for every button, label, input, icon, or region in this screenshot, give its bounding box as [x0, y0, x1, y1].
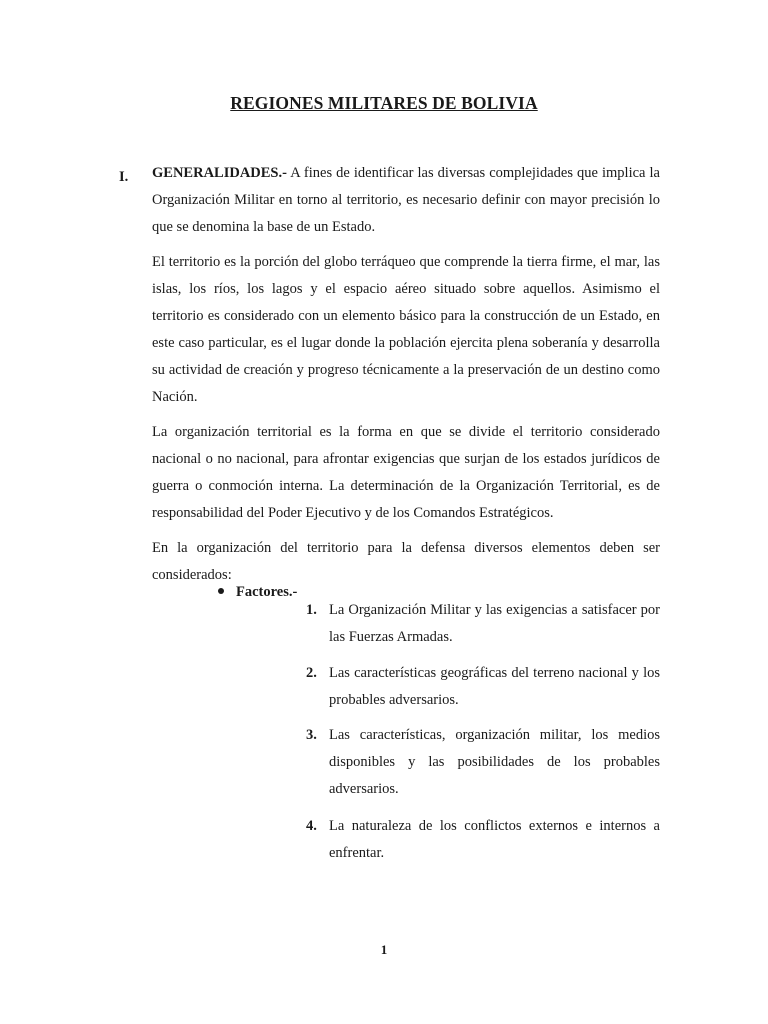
factor-item — [306, 722, 660, 803]
paragraph-territorio: El territorio es la porción del globo terráqueo que comprende la tierra firme, el mar, las islas, los ríos, los lagos y el espacio aéreo situado sobre aquellos. Asimismo el territorio es considerado con un elemento básico para la construcción de un Estado, en este caso particular, es el lugar donde la población ejercita plena soberanía y desarrolla su actividad de creación y progreso técnicamente a la preservación de un destino como Nación. — [152, 254, 660, 405]
factor-item — [306, 813, 660, 867]
paragraph-organizacion-territorial: La organización territorial es la forma en que se divide el territorio considerado nacional o no nacional, para afrontar exigencias que surjan de los estados jurídicos de guerra o conmoción interna. La determinación de la Organización Territorial, es de responsabilidad del Poder Ejecutivo y de los Comandos Estratégicos. — [152, 424, 660, 521]
factor-number: 3. — [306, 727, 317, 743]
factor-item — [306, 597, 660, 651]
factor-item — [306, 660, 660, 714]
page-number: 1 — [380, 942, 388, 957]
section-heading: GENERALIDADES.- — [152, 165, 287, 181]
bullet-factores — [218, 582, 297, 602]
bullet-label: Factores.- — [236, 584, 298, 600]
section-number: I. — [119, 169, 129, 185]
document-title: REGIONES MILITARES DE BOLIVIA — [230, 93, 538, 113]
paragraph-generalidades — [152, 160, 660, 241]
factor-number: 4. — [306, 818, 317, 834]
factor-number: 1. — [306, 602, 317, 618]
factor-text: Las características, organización militar, los medios disponibles y las posibilidades de los probables adversarios. — [329, 727, 660, 797]
bullet-dot-icon — [218, 588, 224, 594]
factor-number: 2. — [306, 665, 317, 681]
factor-text: La Organización Militar y las exigencias a satisfacer por las Fuerzas Armadas. — [329, 602, 660, 645]
paragraph-elementos: En la organización del territorio para la defensa diversos elementos deben ser considerados: — [152, 540, 660, 583]
factor-text: Las características geográficas del terreno nacional y los probables adversarios. — [329, 665, 660, 708]
factor-text: La naturaleza de los conflictos externos e internos a enfrentar. — [329, 818, 660, 861]
paragraph-1-text: A fines de identificar las diversas complejidades que implica la Organización Militar en torno al territorio, es necesario definir con mayor precisión lo que se denomina la base de un Estado. — [152, 165, 660, 235]
